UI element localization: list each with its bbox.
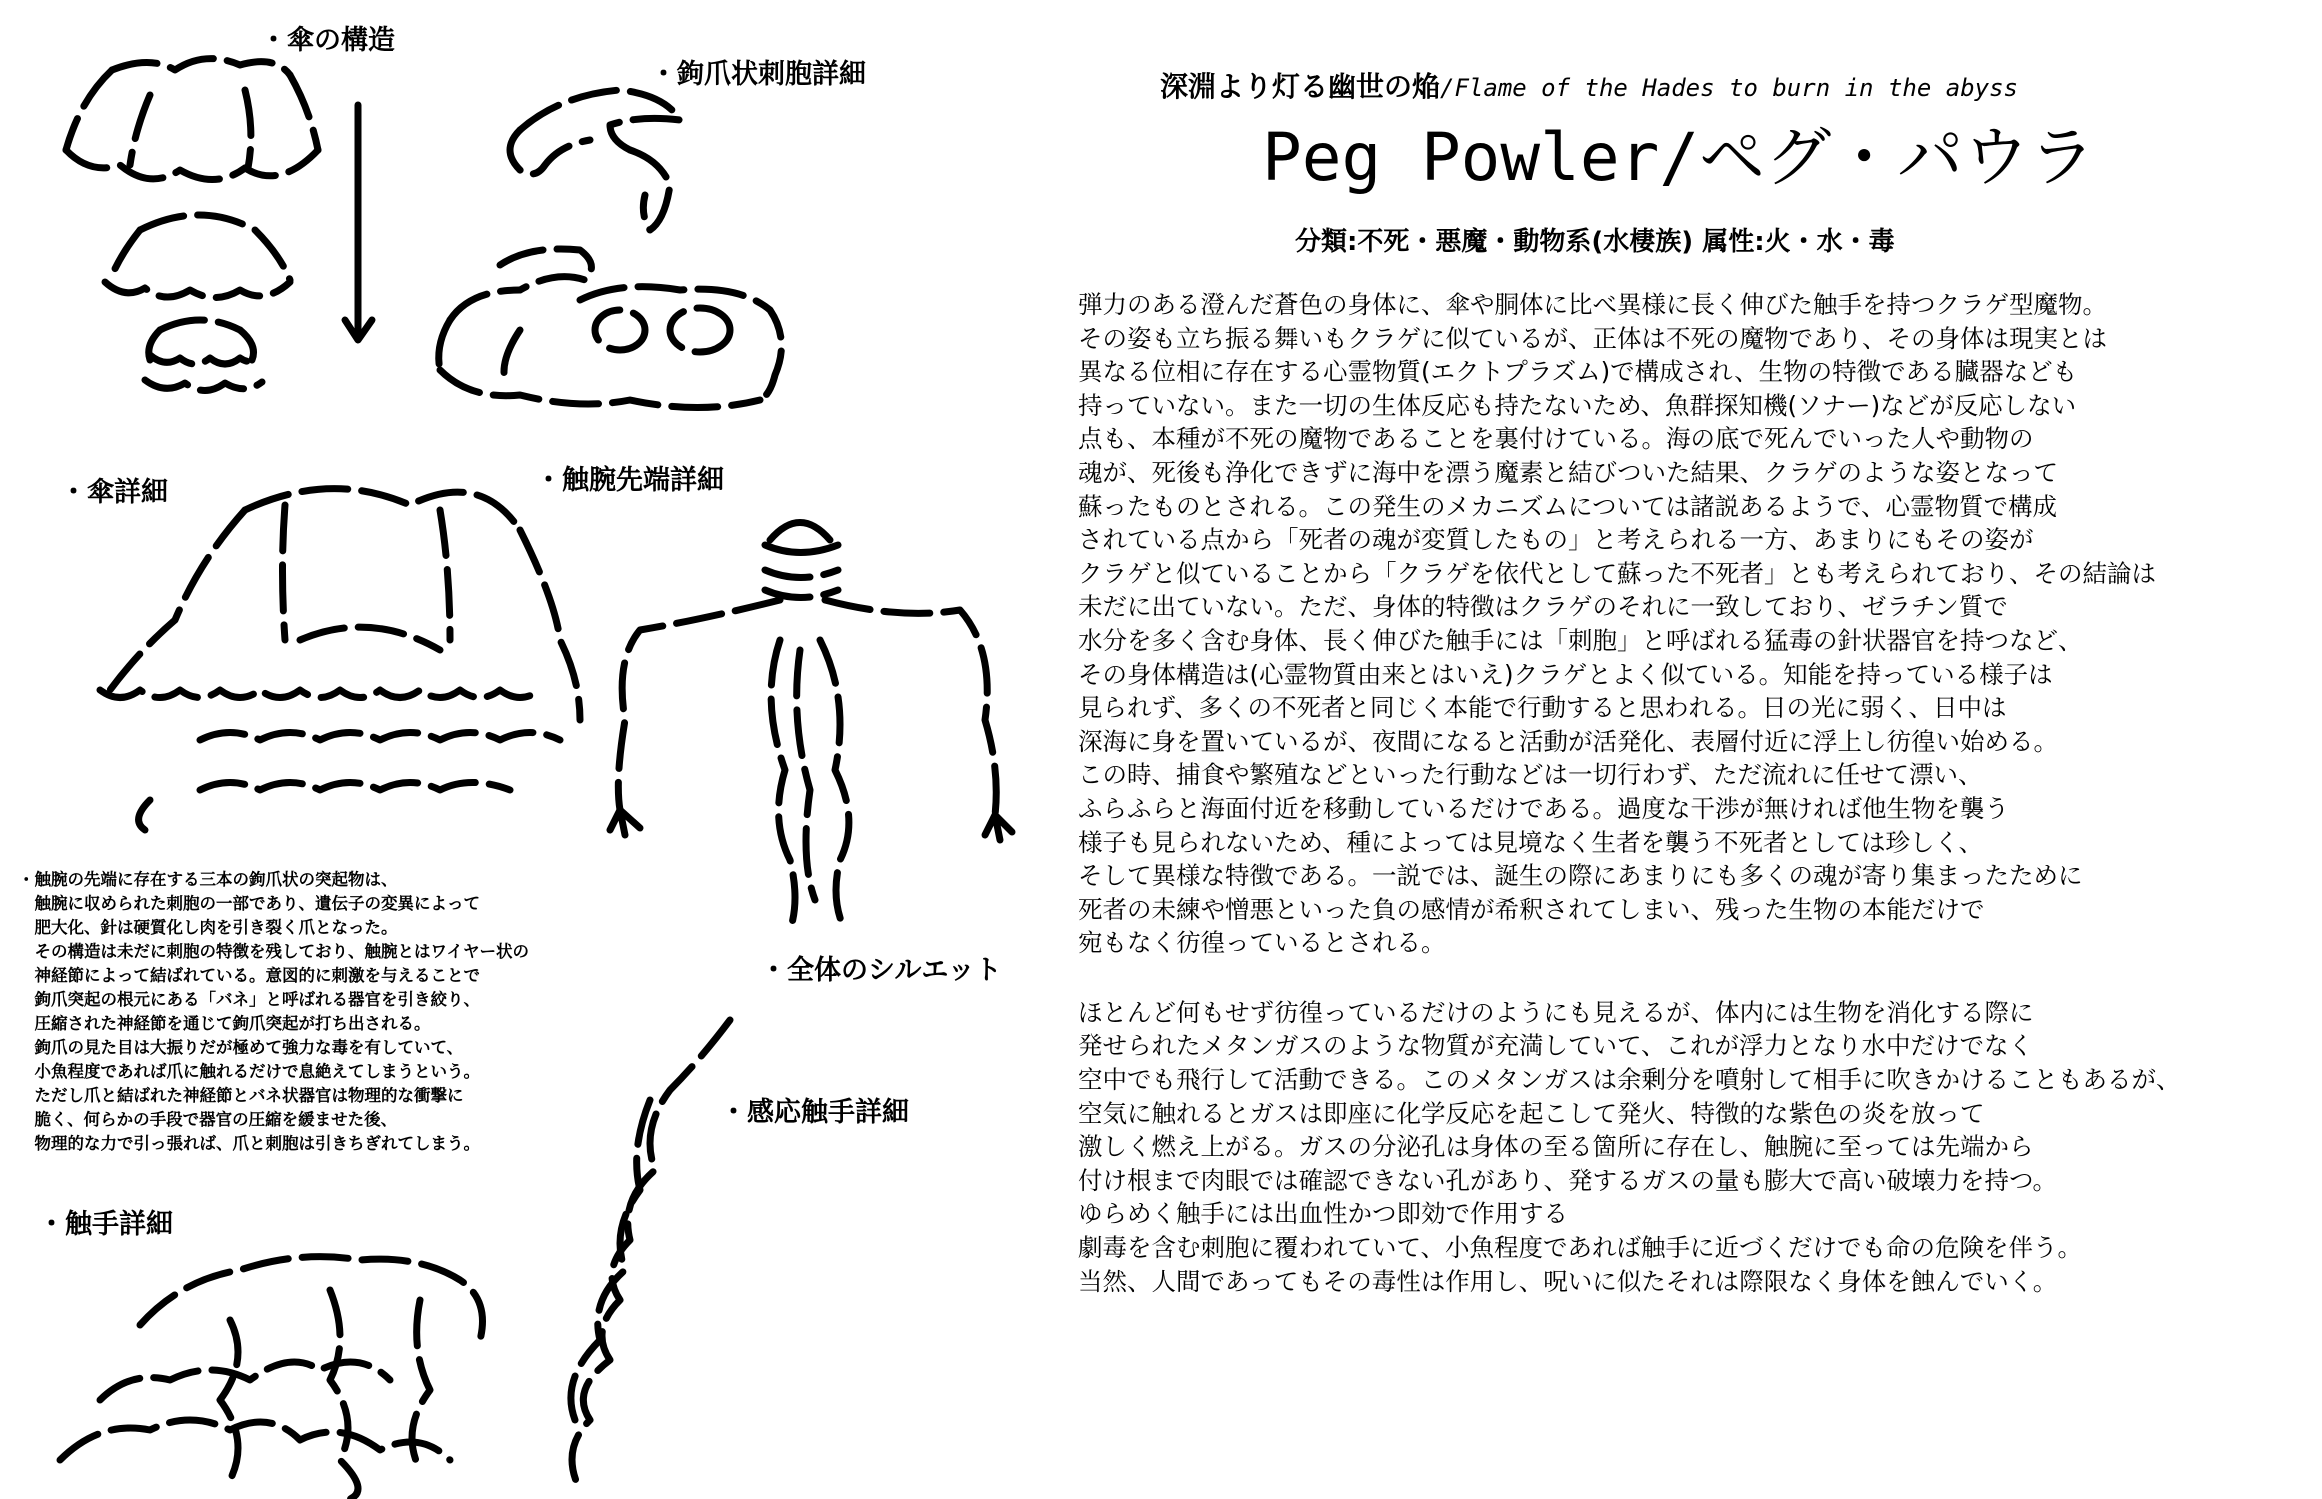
label-overall-silhouette: ・全体のシルエット [760, 955, 1002, 986]
body-line: 当然、人間であってもその毒性は作用し、呪いに似たそれは際限なく身体を蝕んでいく。 [1078, 1266, 2058, 1296]
body-line: されている点から「死者の魂が変質したもの」と考えられる一方、あまりにもその姿が [1078, 525, 2034, 555]
body-line: 付け根まで肉眼では確認できない孔があり、発するガスの量も膨大で高い破壊力を持つ。 [1078, 1165, 2058, 1195]
body-line: ゆらめく触手には出血性かつ即効で作用する [1078, 1199, 1568, 1229]
sensory-tentacle-sketch [571, 1020, 730, 1490]
note-line: 鉤爪の見た目は大振りだが極めて強力な毒を有していて、 [18, 1038, 464, 1057]
page-title: Peg Powler/ペグ・パウラ [1262, 119, 2096, 196]
body-line: 弾力のある澄んだ蒼色の身体に、傘や胴体に比べ異様に長く伸びた触手を持つクラゲ型魔物。 [1078, 290, 2107, 319]
description-paragraph-2 [1078, 996, 2181, 1298]
label-sensory-tentacle-detail: ・感応触手詳細 [720, 1097, 909, 1128]
body-line: 宛もなく彷徨っているとされる。 [1078, 928, 1446, 958]
body-line: ほとんど何もせず彷徨っているだけのようにも見えるが、体内には生物を消化する際に [1078, 997, 2034, 1027]
body-line: 激しく燃え上がる。ガスの分泌孔は身体の至る箇所に存在し、触腕に至っては先端から [1078, 1132, 2034, 1162]
note-line: ただし爪と結ばれた神経節とバネ状器官は物理的な衝撃に [18, 1086, 464, 1105]
note-line: 触腕に収められた刺胞の一部であり、遺伝子の変異によって [18, 894, 480, 913]
classification: 分類:不死・悪魔・動物系(水棲族) 属性:火・水・毒 [1295, 227, 1895, 257]
body-line: 未だに出ていない。ただ、身体的特徴はクラゲのそれに一致しており、ゼラチン質で [1078, 592, 2008, 622]
body-line: その姿も立ち振る舞いもクラゲに似ているが、正体は不死の魔物であり、その身体は現実とは [1078, 323, 2107, 353]
note-line: 小魚程度であれば爪に触れるだけで息絶えてしまうという。 [18, 1062, 480, 1081]
body-line: 持っていない。また一切の生体反応も持たないため、魚群探知機(ソナー)などが反応しない [1078, 390, 2077, 420]
note-line: 脆く、何らかの手段で器官の圧縮を緩ませた後、 [18, 1110, 398, 1129]
subtitle-japanese: 深淵より灯る幽世の焔 [1160, 70, 1441, 103]
label-umbrella-structure: ・傘の構造 [260, 25, 395, 56]
tentacle-detail-sketch [60, 1257, 483, 1499]
body-line: 劇毒を含む刺胞に覆われていて、小魚程度であれば触手に近づくだけでも命の危険を伴う。 [1078, 1233, 2083, 1263]
note-line: 物理的な力で引っ張れば、爪と刺胞は引きちぎれてしまう。 [18, 1134, 480, 1153]
subtitle-english: /Flame of the Hades to burn in the abyss [1440, 74, 2018, 102]
description-paragraph-1 [1078, 288, 2181, 960]
label-hook-claw-detail: ・鉤爪状刺胞詳細 [650, 59, 866, 90]
body-line: 様子も見られないため、種によっては見境なく生者を襲う不死者としては珍しく、 [1078, 827, 1984, 857]
note-line: その構造は未だに刺胞の特徴を残しており、触腕とはワイヤー状の [18, 942, 530, 961]
body-line: そして異様な特徴である。一説では、誕生の際にあまりにも多くの魂が寄り集まったために [1078, 861, 2083, 891]
label-tentacle-detail: ・触手詳細 [38, 1209, 173, 1240]
description-body [1078, 288, 2181, 1298]
body-line: ふらふらと海面付近を移動しているだけである。過度な干渉が無ければ他生物を襲う [1078, 793, 2009, 823]
body-line: 空中でも飛行して活動できる。このメタンガスは余剰分を噴射して相手に吹きかけることもあるが、 [1078, 1065, 2181, 1095]
body-line: 水分を多く含む身体、長く伸びた触手には「刺胞」と呼ばれる猛毒の針状器官を持つなど、 [1078, 625, 2083, 655]
arm-tip-sketch [610, 523, 1012, 931]
body-line: 点も、本種が不死の魔物であることを裏付けている。海の底で死んでいった人や動物の [1078, 424, 2034, 454]
body-line: 発せられたメタンガスのような物質が充満していて、これが浮力となり水中だけでなく [1078, 1031, 2034, 1061]
body-line: その身体構造は(心霊物質由来とはいえ)クラゲとよく似ている。知能を持っている様子は [1078, 659, 2053, 689]
label-umbrella-detail: ・傘詳細 [60, 477, 168, 508]
body-line: 深海に身を置いているが、夜間になると活動が活発化、表層付近に浮上し彷徨い始める。 [1078, 726, 2058, 756]
body-line: クラゲと似ていることから「クラゲを依代として蘇った不死者」とも考えられており、その結論は [1078, 558, 2156, 588]
hook-claw-notes [18, 868, 578, 1156]
body-line: 異なる位相に存在する心霊物質(エクトプラズム)で構成され、生物の特徴である臓器なども [1078, 357, 2078, 387]
umbrella-detail-sketch [100, 489, 580, 830]
umbrella-structure-sketch [66, 59, 372, 391]
body-line: 蘇ったものとされる。この発生のメカニズムについては諸説あるようで、心霊物質で構成 [1078, 491, 2058, 521]
body-line: この時、捕食や繁殖などといった行動などは一切行わず、ただ流れに任せて漂い、 [1078, 760, 1983, 790]
subtitle [1160, 70, 2018, 105]
body-line: 見られず、多くの不死者と同じく本能で行動すると思われる。日の光に弱く、日中は [1078, 693, 2007, 723]
note-line: 肥大化、針は硬質化し肉を引き裂く爪となった。 [18, 918, 398, 937]
body-line: 死者の未練や憎悪といった負の感情が希釈されてしまい、残った生物の本能だけで [1078, 894, 1985, 924]
note-line: ・触腕の先端に存在する三本の鉤爪状の突起物は、 [18, 870, 398, 889]
note-line: 圧縮された神経節を通じて鉤爪突起が打ち出される。 [18, 1014, 431, 1033]
label-arm-tip-detail: ・触腕先端詳細 [535, 465, 724, 496]
body-line: 魂が、死後も浄化できずに海中を漂う魔素と結びついた結果、クラゲのような姿となって [1078, 457, 2058, 487]
note-line: 神経節によって結ばれている。意図的に刺激を与えることで [18, 966, 480, 985]
hook-claw-sketch [439, 90, 782, 408]
body-line: 空気に触れるとガスは即座に化学反応を起こして発火、特徴的な紫色の炎を放って [1078, 1098, 1985, 1128]
note-line: 鉤爪突起の根元にある「バネ」と呼ばれる器官を引き絞り、 [18, 990, 480, 1009]
